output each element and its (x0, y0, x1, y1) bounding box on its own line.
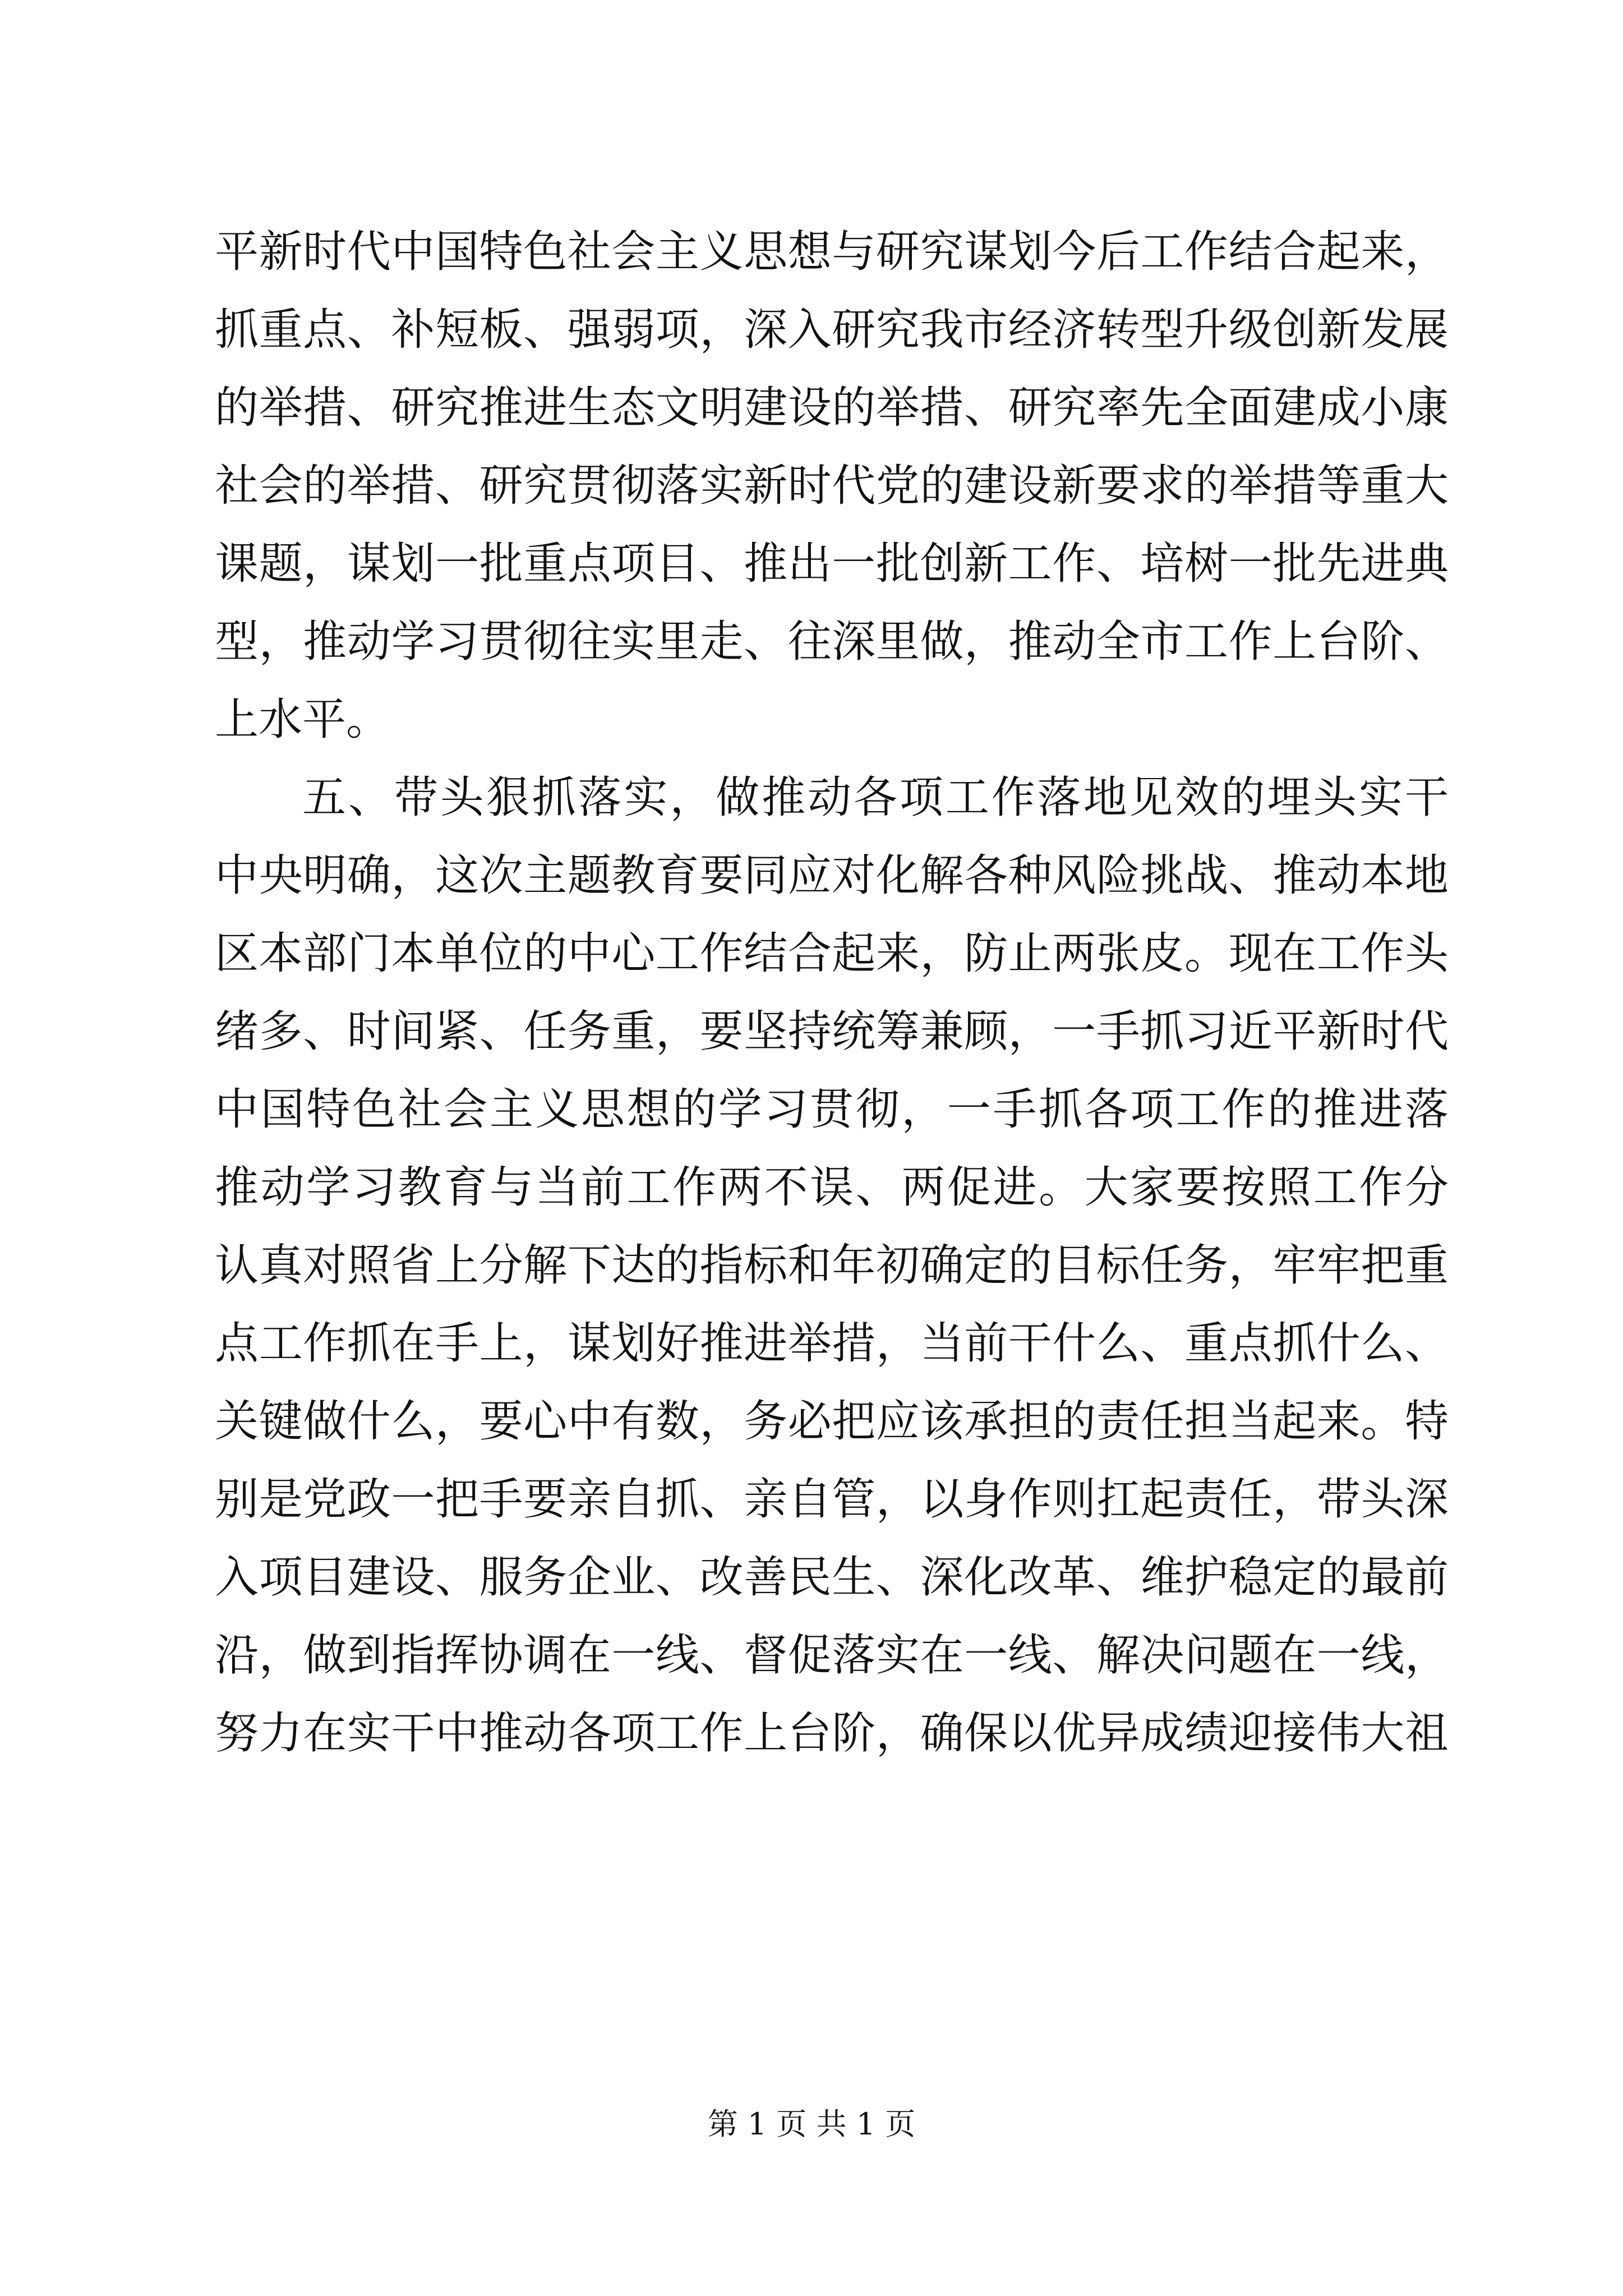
text-line: 区本部门本单位的中心工作结合起来，防止两张皮。现在工作头 (215, 928, 1449, 979)
text-line: 入项目建设、服务企业、改善民生、深化改革、维护稳定的最前 (215, 1552, 1449, 1603)
body-text (215, 213, 1449, 1773)
text-line: 的举措、研究推进生态文明建设的举措、研究率先全面建成小康 (215, 383, 1449, 433)
text-line: 别是党政一把手要亲自抓、亲自管，以身作则扛起责任，带头深 (215, 1474, 1449, 1525)
text-line: 五、带头狠抓落实，做推动各项工作落地见效的埋头实干 (302, 772, 1449, 823)
text-line: 点工作抓在手上，谋划好推进举措，当前干什么、重点抓什么、 (215, 1318, 1449, 1369)
text-line: 平新时代中国特色社会主义思想与研究谋划今后工作结合起来， (215, 227, 1449, 277)
text-line: 中国特色社会主义思想的学习贯彻，一手抓各项工作的推进落 (215, 1084, 1449, 1135)
text-line: 中央明确，这次主题教育要同应对化解各种风险挑战、推动本地 (215, 850, 1449, 901)
text-line: 型，推动学习贯彻往实里走、往深里做，推动全市工作上台阶、 (215, 616, 1449, 667)
text-line: 课题，谋划一批重点项目、推出一批创新工作、培树一批先进典 (215, 539, 1449, 589)
text-line: 推动学习教育与当前工作两不误、两促进。大家要按照工作分 (215, 1162, 1449, 1213)
text-line: 关键做什么，要心中有数，务必把应该承担的责任担当起来。特 (215, 1396, 1449, 1447)
text-line: 绪多、时间紧、任务重，要坚持统筹兼顾，一手抓习近平新时代 (215, 1006, 1449, 1057)
text-line: 认真对照省上分解下达的指标和年初确定的目标任务，牢牢把重 (215, 1240, 1449, 1291)
text-line: 努力在实干中推动各项工作上台阶，确保以优异成绩迎接伟大祖 (215, 1708, 1449, 1759)
page-footer: 第 1 页 共 1 页 (707, 2106, 916, 2142)
text-line: 上水平。 (215, 694, 390, 745)
text-line: 沿，做到指挥协调在一线、督促落实在一线、解决问题在一线， (215, 1630, 1449, 1681)
text-line: 社会的举措、研究贯彻落实新时代党的建设新要求的举措等重大 (215, 461, 1449, 511)
text-line: 抓重点、补短板、强弱项，深入研究我市经济转型升级创新发展 (215, 305, 1449, 355)
